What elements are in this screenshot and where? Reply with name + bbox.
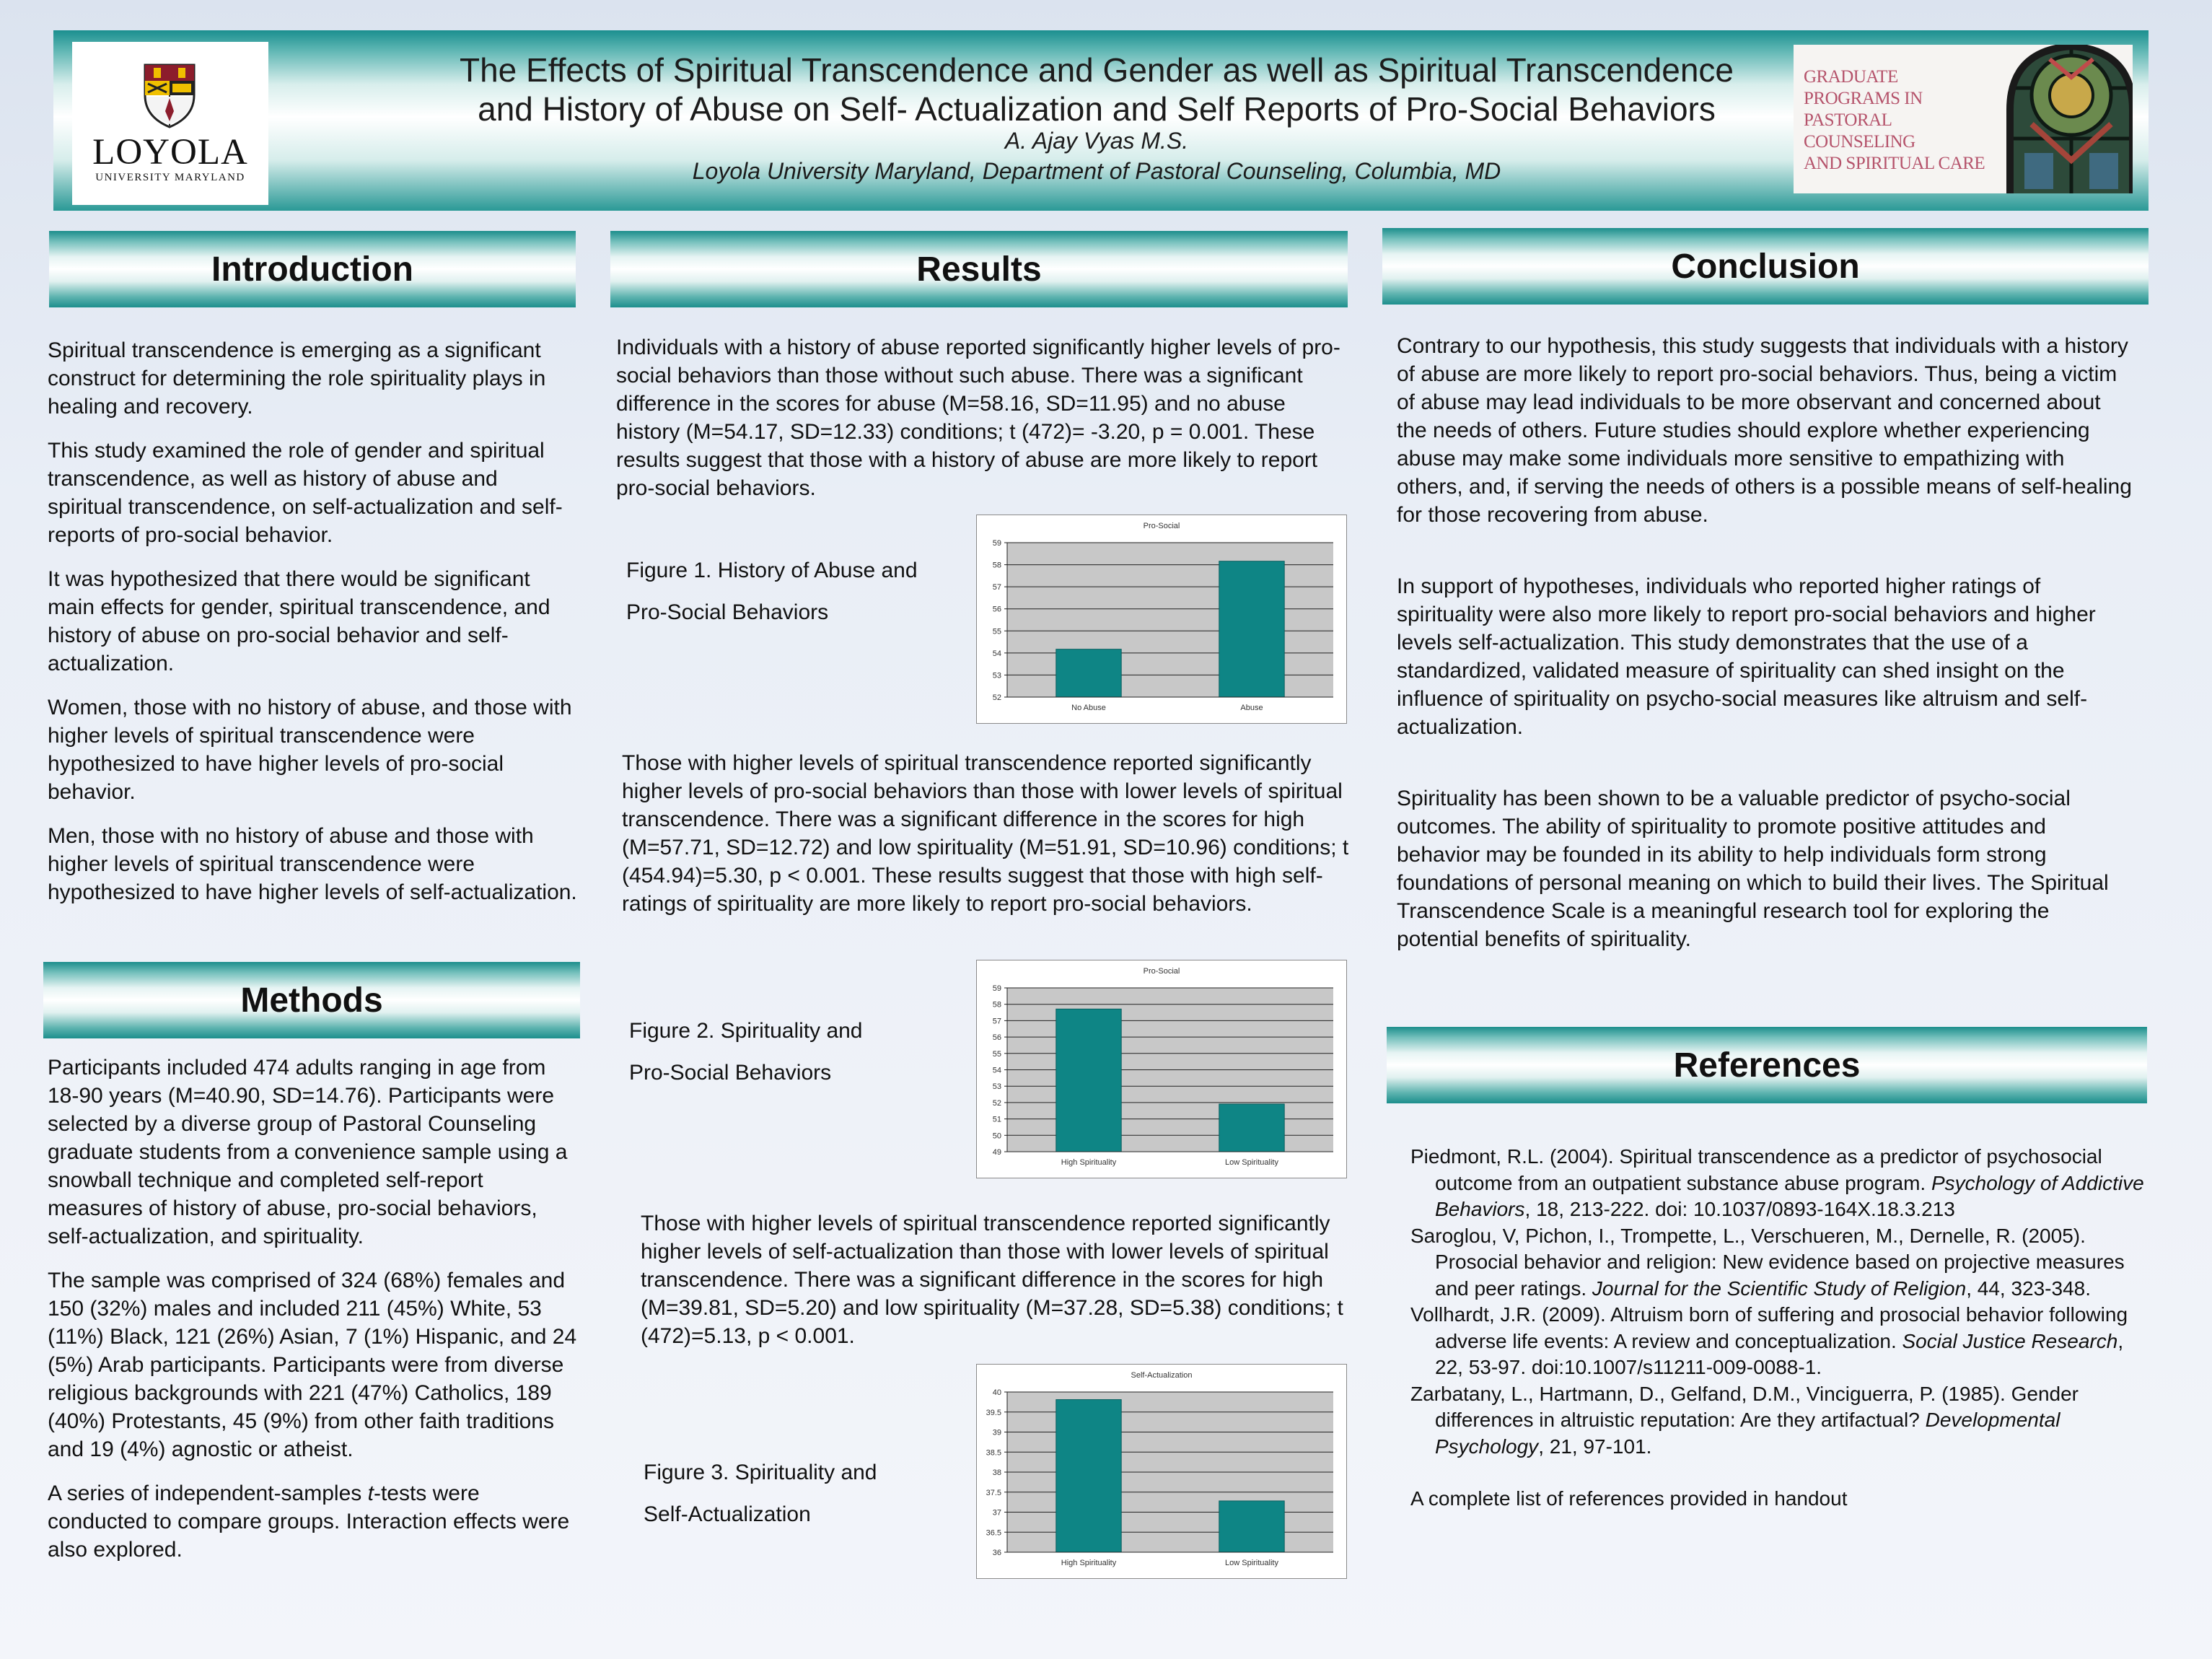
chart-title: Self-Actualization	[1131, 1371, 1193, 1380]
figure-1-caption	[626, 550, 973, 634]
results-paragraph-1: Individuals with a history of abuse reported significantly higher levels of pro-social behaviors than those without such abuse. There was a significant difference in the scores for abuse (M=58.16, SD=11.95) and no abuse history (M=54.17, SD=12.33) conditions; t (472)= -3.20, p = 0.001. These results suggest that those with a history of abuse are more likely to report pro-social behaviors.	[616, 336, 1340, 500]
bar	[1219, 1104, 1284, 1152]
x-tick-label: Low Spirituality	[1225, 1559, 1278, 1567]
y-tick-label: 54	[992, 649, 1001, 658]
figure-1-caption-line-2: Pro-Social Behaviors	[626, 600, 829, 624]
introduction-body	[48, 336, 578, 922]
y-tick-label: 55	[992, 1049, 1001, 1059]
title-line-1: The Effects of Spiritual Transcendence and Gender as well as Spiritual Transcendence	[459, 51, 1734, 89]
author: A. Ajay Vyas M.S.	[1004, 128, 1189, 154]
poster-title	[390, 51, 1804, 128]
y-tick-label: 49	[992, 1148, 1001, 1157]
results-heading: Results	[916, 250, 1042, 289]
intro-paragraph-3: It was hypothesized that there would be significant main effects for gender, spiritual transcendence, and history of abuse on pro-social behavior and self-actualization.	[48, 567, 550, 675]
figure-3-chart	[976, 1364, 1347, 1579]
y-tick-label: 37.5	[986, 1488, 1001, 1497]
methods-heading: Methods	[240, 981, 383, 1020]
introduction-heading: Introduction	[211, 250, 413, 289]
reference-4-journal: Developmental Psychology	[1435, 1409, 2060, 1458]
conclusion-paragraph-2: In support of hypotheses, individuals who reported higher ratings of spirituality were also more likely to report pro-social behaviors and higher levels self-actualization. This study demonstrates that the use of a standardized, validated measure of spirituality can shed insight on the influence of spirituality on psycho-social measures like altruism and self-actualization.	[1397, 574, 2096, 739]
reference-3-text: Vollhardt, J.R. (2009). Altruism born of suffering and prosocial behavior following adverse life events: A review and conceptualization.	[1410, 1303, 2128, 1352]
y-tick-label: 40	[992, 1388, 1001, 1397]
y-tick-label: 58	[992, 561, 1001, 570]
results-paragraph-2: Those with higher levels of spiritual transcendence reported significantly higher levels of pro-social behaviors than those with lower levels of spiritual transcendence. There was a significant difference in the scores for high (M=57.71, SD=12.72) and low spirituality (M=51.91, SD=10.96) conditions; t (454.94)=5.30, p < 0.001. These results suggest that those with high self-ratings of spirituality are more likely to report pro-social behaviors.	[622, 751, 1349, 916]
reference-3-details: , 22, 53-97. doi:10.1007/s11211-009-0088-1.	[1435, 1329, 2124, 1378]
y-tick-label: 52	[992, 693, 1001, 702]
methods-paragraph-2: The sample was comprised of 324 (68%) females and 150 (32%) males and included 211 (45%) White, 53 (11%) Black, 121 (26%) Asian, 7 (1%) Hispanic, and 24 (5%) Arab participants. Participants were from diverse religious backgrounds with 221 (47%) Catholics, 189 (40%) Protestants, 45 (9%) from other faith traditions and 19 (4%) agnostic or atheist.	[48, 1269, 577, 1461]
y-tick-label: 51	[992, 1115, 1001, 1124]
methods-p3-t: t	[367, 1481, 374, 1505]
x-tick-label: High Spirituality	[1061, 1559, 1117, 1567]
references-body	[1410, 1144, 2146, 1513]
y-tick-label: 38.5	[986, 1448, 1001, 1458]
intro-paragraph-5: Men, those with no history of abuse and those with higher levels of spiritual transcendence were hypothesized to have higher levels of self-actualization.	[48, 824, 577, 904]
y-tick-label: 56	[992, 1033, 1001, 1043]
reference-2-text: Saroglou, V, Pichon, I., Trompette, L., Verschueren, M., Dernelle, R. (2005). Prosocial behavior and religion: New evidence based on projective measures and peer ratings.	[1410, 1224, 2125, 1300]
y-tick-label: 53	[992, 671, 1001, 680]
results-header	[610, 231, 1348, 307]
y-tick-label: 38	[992, 1468, 1001, 1477]
y-tick-label: 55	[992, 627, 1001, 636]
conclusion-paragraph-3: Spirituality has been shown to be a valuable predictor of psycho-social outcomes. The ability of spirituality to promote positive attitudes and behavior may be founded in its ability to help individuals form strong foundations of personal meaning on which to build their lives. The Spiritual Transcendence Scale is a meaningful research tool for exploring the potential benefits of spirituality.	[1397, 787, 2109, 951]
y-tick-label: 54	[992, 1066, 1001, 1075]
figure-3-caption-line-2: Self-Actualization	[644, 1502, 811, 1526]
y-tick-label: 57	[992, 583, 1001, 592]
figure-2-chart-svg	[977, 960, 1346, 1178]
figure-3-caption	[644, 1452, 961, 1536]
program-line-3: AND SPIRITUAL CARE	[1804, 154, 1985, 173]
reference-4-details: , 21, 97-101.	[1538, 1435, 1652, 1458]
y-tick-label: 36.5	[986, 1528, 1001, 1538]
bar	[1219, 561, 1284, 697]
x-tick-label: Low Spirituality	[1225, 1158, 1278, 1167]
y-tick-label: 37	[992, 1508, 1001, 1518]
y-tick-label: 58	[992, 1000, 1001, 1010]
references-header	[1387, 1027, 2147, 1103]
reference-3-journal: Social Justice Research	[1902, 1329, 2118, 1352]
y-tick-label: 39.5	[986, 1408, 1001, 1417]
reference-1	[1410, 1144, 2146, 1223]
y-tick-label: 56	[992, 605, 1001, 614]
methods-paragraph-3	[48, 1479, 578, 1564]
references-note: A complete list of references provided in handout	[1410, 1487, 1848, 1510]
loyola-shield-icon	[141, 61, 198, 130]
reference-2-journal: Journal for the Scientific Study of Religion	[1592, 1277, 1967, 1300]
introduction-header	[49, 231, 576, 307]
conclusion-header	[1382, 228, 2149, 305]
methods-paragraph-1: Participants included 474 adults ranging in age from 18-90 years (M=40.90, SD=14.76). Participants were selected by a diverse group of Pastoral Counseling graduate students from a convenience sample using a snowball technique and completed self-report measures of history of abuse, pro-social behaviors, self-actualization, and spirituality.	[48, 1056, 568, 1248]
bar	[1056, 1400, 1121, 1552]
bar	[1056, 1009, 1121, 1152]
figure-2-chart	[976, 960, 1347, 1178]
figure-1-chart	[976, 515, 1347, 724]
program-name	[1804, 66, 1991, 175]
reference-1-journal: Psychology of Addictive Behaviors	[1435, 1171, 2144, 1220]
intro-paragraph-1: Spiritual transcendence is emerging as a significant construct for determining the role spirituality plays in healing and recovery.	[48, 338, 546, 419]
reference-1-text: Piedmont, R.L. (2004). Spiritual transcendence as a predictor of psychosocial outcome from an outpatient substance abuse program.	[1410, 1145, 2102, 1194]
methods-p3-start: A series of independent-samples	[48, 1481, 368, 1505]
figure-2-caption-line-2: Pro-Social Behaviors	[629, 1061, 832, 1085]
reference-2-details: , 44, 323-348.	[1966, 1277, 2092, 1300]
methods-header	[43, 962, 580, 1038]
methods-p3-end: -tests were conducted to compare groups. Interaction effects were also explored.	[48, 1481, 570, 1562]
logo-subtitle: UNIVERSITY MARYLAND	[95, 172, 245, 183]
references-heading: References	[1673, 1046, 1861, 1085]
x-tick-label: No Abuse	[1071, 704, 1106, 712]
chart-title: Pro-Social	[1143, 522, 1180, 530]
y-tick-label: 52	[992, 1098, 1001, 1108]
reference-2	[1410, 1223, 2146, 1303]
conclusion-body	[1397, 332, 2133, 969]
y-tick-label: 59	[992, 984, 1001, 993]
program-line-1: GRADUATE PROGRAMS IN	[1804, 67, 1923, 108]
bar	[1056, 649, 1121, 697]
figure-1-chart-svg	[977, 515, 1346, 723]
bar	[1219, 1501, 1284, 1552]
reference-4	[1410, 1381, 2146, 1461]
conclusion-paragraph-1: Contrary to our hypothesis, this study suggests that individuals with a history of abuse are more likely to report pro-social behaviors. Thus, being a victim of abuse may lead individuals to be more observant and concerned about the needs of others. Future studies should explore whether experiencing abuse may make some individuals more sensitive to empathizing with others, and, if serving the needs of others is a possible means of self-healing for those recovering from abuse.	[1397, 334, 2132, 527]
chart-title: Pro-Social	[1143, 967, 1180, 976]
figure-2-caption	[629, 1010, 975, 1094]
affiliation: Loyola University Maryland, Department of Pastoral Counseling, Columbia, MD	[692, 158, 1501, 184]
reference-4-text: Zarbatany, L., Hartmann, D., Gelfand, D.M., Vinciguerra, P. (1985). Gender differences in altruistic reputation: Are they artifactual?	[1410, 1382, 2079, 1431]
x-tick-label: Abuse	[1240, 704, 1263, 712]
y-tick-label: 36	[992, 1549, 1001, 1557]
figure-3-caption-line-1: Figure 3. Spirituality and	[644, 1461, 877, 1484]
intro-paragraph-4: Women, those with no history of abuse, and those with higher levels of spiritual transcendence were hypothesized to have higher levels of pro-social behavior.	[48, 696, 572, 804]
y-tick-label: 39	[992, 1428, 1001, 1437]
y-tick-label: 57	[992, 1017, 1001, 1026]
x-tick-label: High Spirituality	[1061, 1158, 1117, 1167]
y-tick-label: 59	[992, 539, 1001, 548]
methods-body	[48, 1054, 578, 1580]
results-paragraph-3: Those with higher levels of spiritual transcendence reported significantly higher levels of self-actualization than those with lower levels of spiritual transcendence. There was a significant difference in the scores for high (M=39.81, SD=5.20) and low spirituality (M=37.28, SD=5.38) conditions; t (472)=5.13, p < 0.001.	[641, 1212, 1343, 1348]
program-line-2: PASTORAL COUNSELING	[1804, 110, 1915, 152]
reference-1-details: , 18, 213-222. doi: 10.1037/0893-164X.18.3.213	[1524, 1198, 1955, 1220]
logo-name: LOYOLA	[92, 132, 248, 172]
y-tick-label: 53	[992, 1082, 1001, 1092]
y-tick-label: 50	[992, 1131, 1001, 1141]
figure-2-caption-line-1: Figure 2. Spirituality and	[629, 1019, 863, 1043]
figure-3-chart-svg	[977, 1365, 1346, 1578]
conclusion-heading: Conclusion	[1671, 247, 1860, 286]
reference-3	[1410, 1302, 2146, 1381]
intro-paragraph-2: This study examined the role of gender and spiritual transcendence, as well as history of abuse and spiritual transcendence, on self-actualization and self-reports of pro-social behavior.	[48, 439, 563, 547]
title-line-2: and History of Abuse on Self- Actualization and Self Reports of Pro-Social Behaviors	[478, 90, 1716, 128]
figure-1-caption-line-1: Figure 1. History of Abuse and	[626, 559, 918, 582]
